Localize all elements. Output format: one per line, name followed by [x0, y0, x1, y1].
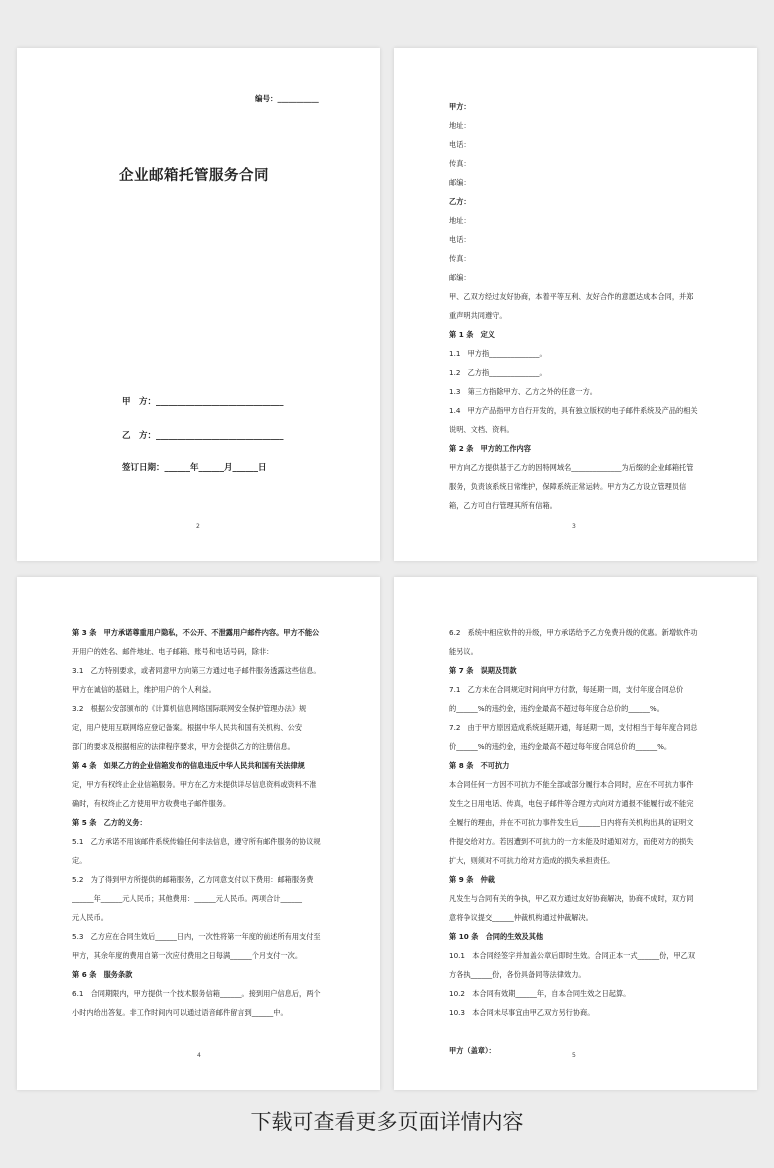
- text-line: 电话：: [449, 235, 471, 244]
- text-line: 第 6 条 服务条款: [72, 970, 133, 979]
- text-line: 件提交给对方。若因遭到不可抗力的一方未能及时通知对方，而使对方的损失: [449, 837, 694, 846]
- text-line: 凡发生与合同有关的争执，甲乙双方通过友好协商解决，协商不成时，双方同: [449, 894, 694, 903]
- text-line: 意将争议提交______仲裁机构通过仲裁解决。: [449, 913, 593, 922]
- text-line: 10.1 本合同经签字并加盖公章后即时生效。合同正本一式______份，甲乙双: [449, 951, 696, 960]
- text-line: 7.1 乙方未在合同规定时间向甲方付款，每延期一周，支付年度合同总价: [449, 685, 684, 694]
- document-page-5: [394, 577, 757, 1090]
- text-line: 电话：: [449, 140, 471, 149]
- text-line: 第 7 条 误期及罚款: [449, 666, 517, 675]
- text-line: 1.1 甲方指______________。: [449, 349, 547, 358]
- text-line: 乙方：: [449, 197, 471, 206]
- text-line: 甲方在诚信的基础上，维护用户的个人利益。: [72, 685, 216, 694]
- sign-date-field: 签订日期：______年______月______日: [122, 463, 267, 473]
- text-line: 传真：: [449, 254, 471, 263]
- text-line: [449, 1022, 709, 1041]
- text-line: 小时内给出答复。非工作时间内可以通过语音邮件留言到______中。: [72, 1008, 288, 1017]
- text-line: 5.3 乙方应在合同生效后______日内，一次性将第一年度的前述所有用支付至: [72, 932, 321, 941]
- text-line: 邮编：: [449, 178, 471, 187]
- page-text-block: [449, 623, 709, 1060]
- text-line: 发生之日用电话、传真，电包子邮件等合理方式向对方通报不能履行或不能完: [449, 799, 694, 808]
- text-line: 10.3 本合同未尽事宜由甲乙双方另行协商。: [449, 1008, 595, 1017]
- text-line: 甲方，其余年度的费用自第一次应付费用之日每满______个月支付一次。: [72, 951, 303, 960]
- document-page-2: [17, 48, 380, 561]
- text-line: 确时，有权终止乙方使用甲方收费电子邮件服务。: [72, 799, 231, 808]
- text-line: 地址：: [449, 121, 471, 130]
- text-line: ______年______元人民币；其他费用：______元人民币。两项合计______: [72, 894, 303, 903]
- text-line: 第 8 条 不可抗力: [449, 761, 510, 770]
- text-line: 的______%的违约金，违约金最高不超过每年度合总价的______%。: [449, 704, 664, 713]
- text-line: 第 1 条 定义: [449, 330, 495, 339]
- text-line: 5.2 为了得到甲方所提供的邮箱服务，乙方同意支付以下费用：邮箱服务费: [72, 875, 314, 884]
- text-line: 箱，乙方可自行管理其所有信箱。: [449, 501, 557, 510]
- text-line: 5.1 乙方承诺不用该邮件系统传输任何非法信息，遵守所有邮件服务的协议规: [72, 837, 321, 846]
- text-line: 第 10 条 合同的生效及其他: [449, 932, 544, 941]
- text-line: 定。: [72, 856, 87, 865]
- party-a-field: 甲 方：______________________________: [122, 397, 284, 407]
- text-line: 价______%的违约金，违约金最高不超过每年度合同总价的______%。: [449, 742, 672, 751]
- text-line: 扩大，则须对不可抗力给对方造成的损失承担责任。: [449, 856, 615, 865]
- download-more-caption: 下载可查看更多页面详情内容: [250, 1110, 524, 1134]
- text-line: 7.2 由于甲方原因造成系统延期开通，每延期一周，支付相当于每年度合同总: [449, 723, 698, 732]
- text-line: 方各执______份，各份具备同等法律效力。: [449, 970, 586, 979]
- text-line: 部门的要求及根据相应的法律程序要求，甲方会提供乙方的注册信息。: [72, 742, 295, 751]
- text-line: 第 3 条 甲方承诺尊重用户隐私，不公开、不泄露用户邮件内容。甲方不能公: [72, 628, 320, 637]
- text-line: 1.4 甲方产品指甲方自行开发的，具有独立版权的电子邮件系统及产品的相关: [449, 406, 698, 415]
- page-number: 4: [197, 1052, 201, 1059]
- text-line: 能另议。: [449, 647, 478, 656]
- text-line: 第 2 条 甲方的工作内容: [449, 444, 531, 453]
- document-page-3: [394, 48, 757, 561]
- page-number: 2: [196, 523, 200, 530]
- page-text-block: [449, 97, 709, 515]
- text-line: 说明、文档、资料。: [449, 425, 514, 434]
- text-line: 服务，负责该系统日常维护，保障系统正常运转。甲方为乙方设立管理员信: [449, 482, 687, 491]
- contract-title: 企业邮箱托管服务合同: [119, 168, 269, 184]
- text-line: 元人民币。: [72, 913, 108, 922]
- text-line: 3.2 根据公安部颁布的《计算机信息网络国际联网安全保护管理办法》规: [72, 704, 307, 713]
- document-page-4: [17, 577, 380, 1090]
- text-line: 甲方：: [449, 102, 471, 111]
- text-line: 第 9 条 仲裁: [449, 875, 495, 884]
- party-b-field: 乙 方：______________________________: [122, 431, 284, 441]
- text-line: 邮编：: [449, 273, 471, 282]
- text-line: 重声明共同遵守。: [449, 311, 507, 320]
- text-line: 第 5 条 乙方的义务：: [72, 818, 147, 827]
- text-line: 甲、乙双方经过友好协商，本着平等互利、友好合作的意愿达成本合同，并郑: [449, 292, 694, 301]
- page-number: 5: [572, 1052, 576, 1059]
- text-line: 3.1 乙方特别要求，或者同意甲方向第三方通过电子邮件服务透露这些信息。: [72, 666, 321, 675]
- page-text-block: [72, 623, 332, 1022]
- text-line: 10.2 本合同有效期______年，自本合同生效之日起算。: [449, 989, 631, 998]
- text-line: 本合同任何一方因不可抗力不能全部或部分履行本合同时，应在不可抗力事件: [449, 780, 694, 789]
- text-line: 6.1 合同期限内，甲方提供一个技术服务信箱______。接到用户信息后，两个: [72, 989, 321, 998]
- contract-number-label: 编号：___________: [255, 94, 319, 103]
- text-line: 传真：: [449, 159, 471, 168]
- text-line: 定，甲方有权终止企业信箱服务。甲方在乙方未提供详尽信息资料或资料不准: [72, 780, 317, 789]
- text-line: 甲方向乙方提供基于乙方的因特网域名______________为后缀的企业邮箱托管: [449, 463, 694, 472]
- text-line: 1.3 第三方指除甲方、乙方之外的任意一方。: [449, 387, 597, 396]
- text-line: 地址：: [449, 216, 471, 225]
- text-line: 1.2 乙方指______________。: [449, 368, 547, 377]
- text-line: 甲方（盖章）：: [449, 1046, 496, 1055]
- text-line: 定，用户使用互联网络应登记备案。根据中华人民共和国有关机构、公安: [72, 723, 303, 732]
- text-line: 6.2 系统中相应软件的升级，甲方承诺给予乙方免费升级的优惠。新增软件功: [449, 628, 698, 637]
- text-line: 开用户的姓名、邮件地址、电子邮箱、账号和电话号码，除非：: [72, 647, 274, 656]
- page-number: 3: [572, 523, 576, 530]
- text-line: 第 4 条 如果乙方的企业信箱发布的信息违反中华人民共和国有关法律规: [72, 761, 305, 770]
- text-line: 全履行的理由，并在不可抗力事件发生后______日内将有关机构出具的证明文: [449, 818, 694, 827]
